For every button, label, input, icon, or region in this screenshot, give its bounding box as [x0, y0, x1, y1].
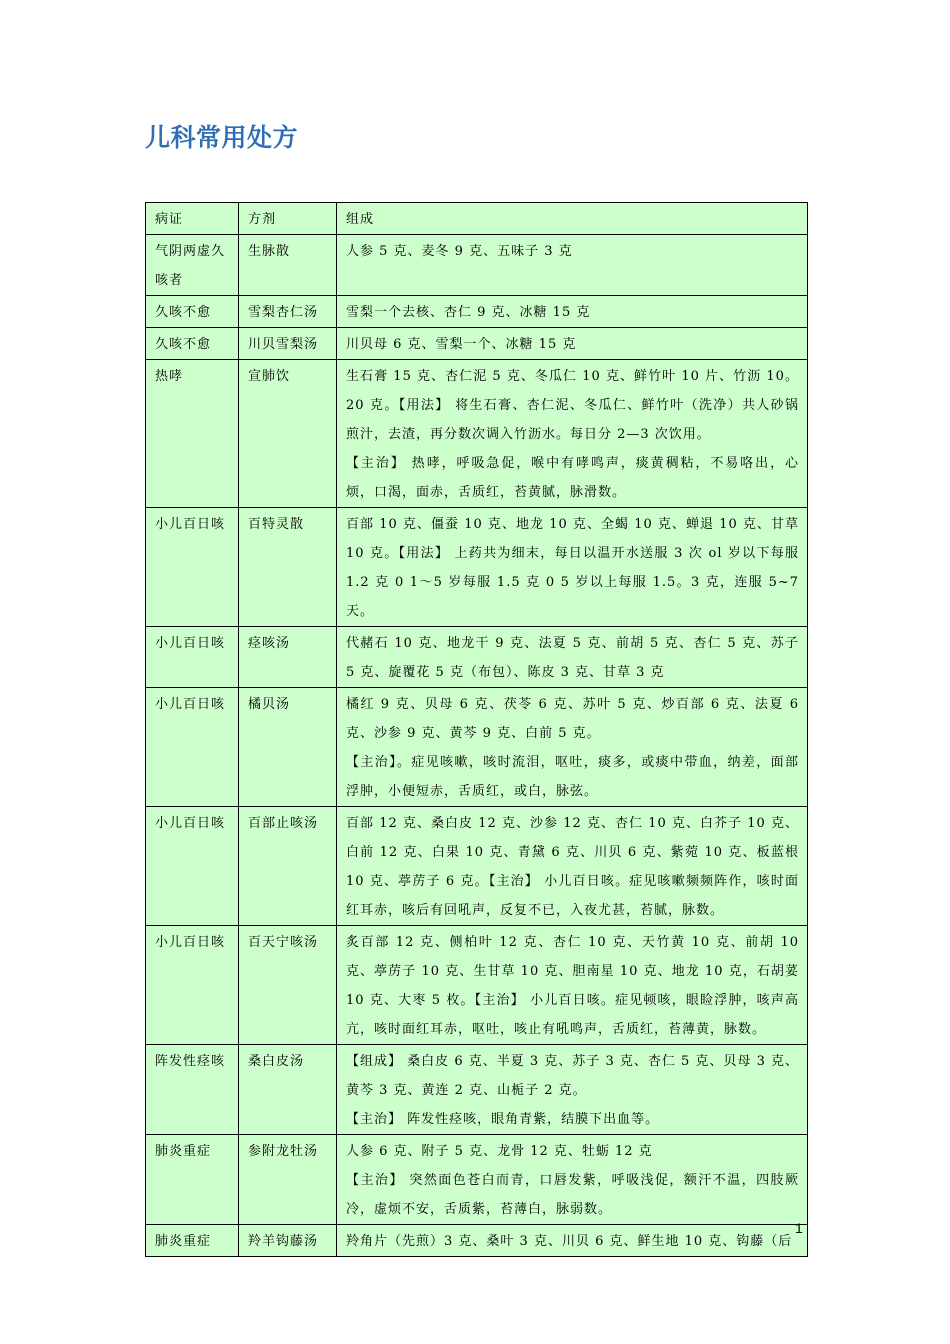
formula-cell: 川贝雪梨汤: [239, 328, 337, 360]
disease-cell: 久咳不愈: [146, 296, 239, 328]
table-header-row: [146, 203, 808, 235]
disease-cell: 气阴两虚久咳者: [146, 235, 239, 296]
composition-paragraph: 【主治】 阵发性痉咳，眼角青紫，结膜下出血等。: [346, 1112, 660, 1127]
formula-cell: 生脉散: [239, 235, 337, 296]
table-row: [146, 688, 808, 807]
formula-cell: 橘贝汤: [239, 688, 337, 807]
formula-cell: 百天宁咳汤: [239, 926, 337, 1045]
table-row: [146, 627, 808, 688]
composition-paragraph: 代赭石 10 克、地龙干 9 克、法夏 5 克、前胡 5 克、杏仁 5 克、苏子 5 克、旋覆花 5 克（布包）、陈皮 3 克、甘草 3 克: [346, 636, 799, 680]
composition-paragraph: 人参 5 克、麦冬 9 克、五味子 3 克: [346, 244, 573, 259]
disease-cell: 小儿百日咳: [146, 926, 239, 1045]
header-disease: 病证: [146, 203, 239, 235]
formula-cell: 羚羊钩藤汤: [239, 1225, 337, 1257]
composition-cell: [337, 235, 808, 296]
composition-paragraph: 川贝母 6 克、雪梨一个、冰糖 15 克: [346, 337, 577, 352]
page-title: 儿科常用处方: [145, 123, 299, 152]
composition-cell: [337, 688, 808, 807]
table-row: [146, 1045, 808, 1135]
formula-cell: 痉咳汤: [239, 627, 337, 688]
composition-cell: [337, 328, 808, 360]
table-row: [146, 807, 808, 926]
composition-cell: [337, 296, 808, 328]
disease-cell: 热哮: [146, 360, 239, 508]
composition-cell: [337, 1045, 808, 1135]
page-number: 1: [795, 1220, 803, 1236]
disease-cell: 肺炎重症: [146, 1225, 239, 1257]
composition-paragraph: 百部 10 克、僵蚕 10 克、地龙 10 克、全蝎 10 克、蝉退 10 克、甘草 10 克。【用法】 上药共为细末，每日以温开水送服 3 次 ol 岁以下每服 1.2 克 0 1～5 岁每服 1.5 克 0 5 岁以上每服 1.5。3 克，连服 5~7 天。: [346, 517, 799, 619]
disease-cell: 小儿百日咳: [146, 807, 239, 926]
header-formula: 方剂: [239, 203, 337, 235]
table-row: [146, 508, 808, 627]
composition-paragraph: 羚角片（先煎）3 克、桑叶 3 克、川贝 6 克、鲜生地 10 克、钩藤（后: [346, 1234, 793, 1249]
composition-cell: [337, 1135, 808, 1225]
composition-cell: [337, 360, 808, 508]
disease-cell: 肺炎重症: [146, 1135, 239, 1225]
table-row: [146, 926, 808, 1045]
formula-cell: 宣肺饮: [239, 360, 337, 508]
disease-cell: 久咳不愈: [146, 328, 239, 360]
table-row: [146, 296, 808, 328]
disease-cell: 小儿百日咳: [146, 508, 239, 627]
disease-cell: 小儿百日咳: [146, 627, 239, 688]
table-row: [146, 1225, 808, 1257]
table-row: [146, 360, 808, 508]
composition-paragraph: 雪梨一个去核、杏仁 9 克、冰糖 15 克: [346, 305, 591, 320]
composition-paragraph: 【组成】 桑白皮 6 克、半夏 3 克、苏子 3 克、杏仁 5 克、贝母 3 克、黄芩 3 克、黄连 2 克、山栀子 2 克。: [346, 1054, 799, 1098]
table-row: [146, 235, 808, 296]
composition-paragraph: 【主治】 热哮，呼吸急促，喉中有哮鸣声，痰黄稠粘，不易咯出，心烦，口渴，面赤，舌质红，苔黄腻，脉滑数。: [346, 456, 799, 500]
composition-paragraph: 【主治】 突然面色苍白而青，口唇发紫，呼吸浅促，额汗不温，四肢厥冷，虚烦不安，舌质紫，苔薄白，脉弱数。: [346, 1173, 799, 1217]
table-row: [146, 1135, 808, 1225]
formula-cell: 雪梨杏仁汤: [239, 296, 337, 328]
header-composition: 组成: [337, 203, 808, 235]
composition-paragraph: 炙百部 12 克、侧柏叶 12 克、杏仁 10 克、天竹黄 10 克、前胡 10 克、葶苈子 10 克、生甘草 10 克、胆南星 10 克、地龙 10 克，石胡荽 10 克、大枣 5 枚。【主治】 小儿百日咳。症见顿咳，眼睑浮肿，咳声高亢，咳时面红耳赤，呕吐，咳止有吼鸣声，舌质红，苔薄黄，脉数。: [346, 935, 799, 1037]
disease-cell: 阵发性痉咳: [146, 1045, 239, 1135]
table-body: [146, 235, 808, 1257]
composition-paragraph: 人参 6 克、附子 5 克、龙骨 12 克、牡蛎 12 克: [346, 1144, 653, 1159]
composition-paragraph: 【主治】。症见咳嗽，咳时流泪，呕吐，痰多，或痰中带血，纳差，面部浮肿，小便短赤，舌质红，或白，脉弦。: [346, 755, 799, 799]
formula-cell: 百部止咳汤: [239, 807, 337, 926]
composition-cell: [337, 508, 808, 627]
formula-cell: 参附龙牡汤: [239, 1135, 337, 1225]
formula-cell: 百特灵散: [239, 508, 337, 627]
composition-paragraph: 百部 12 克、桑白皮 12 克、沙参 12 克、杏仁 10 克、白芥子 10 克、白前 12 克、白果 10 克、青黛 6 克、川贝 6 克、紫菀 10 克、板蓝根 10 克、葶苈子 6 克。【主治】 小儿百日咳。症见咳嗽频频阵作，咳时面红耳赤，咳后有回吼声，反复不已，入夜尤甚，苔腻，脉数。: [346, 816, 799, 918]
disease-cell: 小儿百日咳: [146, 688, 239, 807]
prescription-table: [145, 202, 808, 1257]
composition-paragraph: 生石膏 15 克、杏仁泥 5 克、冬瓜仁 10 克、鲜竹叶 10 片、竹沥 10。20 克。【用法】 将生石膏、杏仁泥、冬瓜仁、鲜竹叶（洗净）共人砂锅煎汁，去渣，再分数次调入竹沥水。每日分 2—3 次饮用。: [346, 369, 799, 442]
formula-cell: 桑白皮汤: [239, 1045, 337, 1135]
composition-paragraph: 橘红 9 克、贝母 6 克、茯苓 6 克、苏叶 5 克、炒百部 6 克、法夏 6 克、沙参 9 克、黄芩 9 克、白前 5 克。: [346, 697, 799, 741]
table-row: [146, 328, 808, 360]
composition-cell: [337, 1225, 808, 1257]
composition-cell: [337, 807, 808, 926]
composition-cell: [337, 627, 808, 688]
composition-cell: [337, 926, 808, 1045]
